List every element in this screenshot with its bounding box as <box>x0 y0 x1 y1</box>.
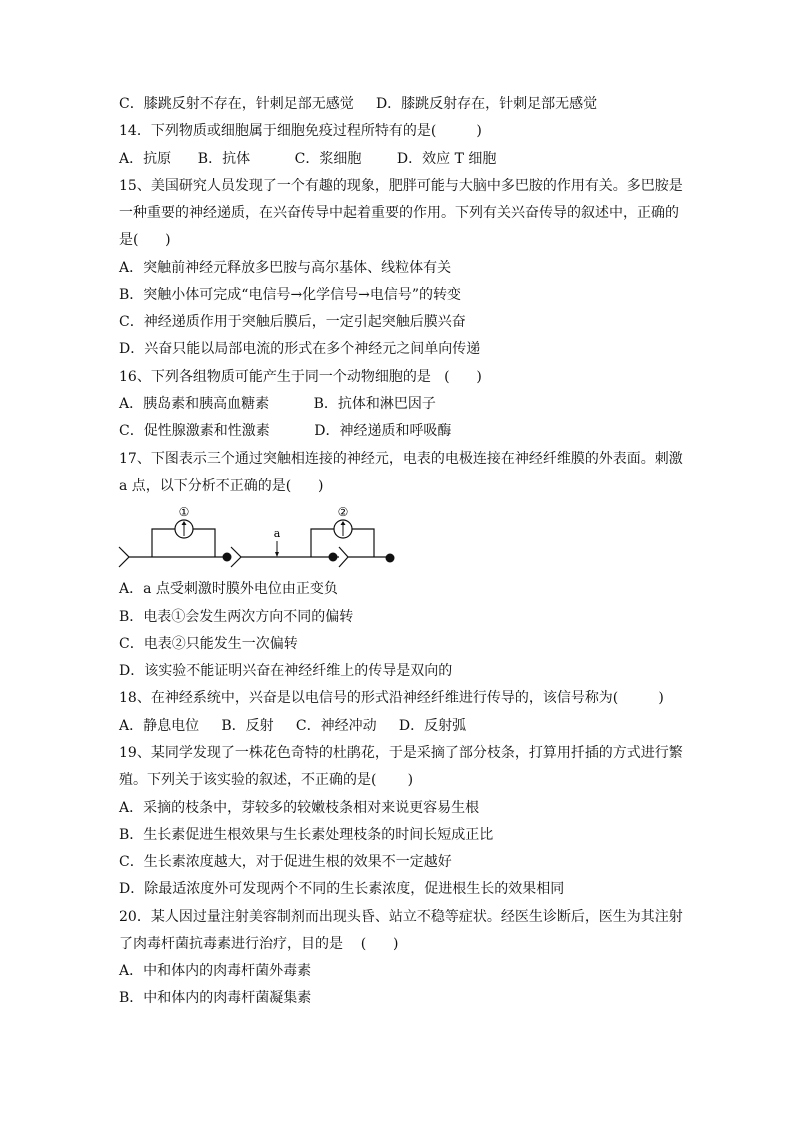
axon-terminal-dot-left <box>223 553 232 562</box>
question-17-line2: a 点，以下分析不正确的是( ) <box>119 478 324 494</box>
neuron-synapse-diagram <box>115 503 415 577</box>
q14-options: A．抗原 B．抗体 C．浆细胞 D．效应 T 细胞 <box>119 151 497 167</box>
q18-options: A．静息电位 B．反射 C．神经冲动 D．反射弧 <box>119 718 467 734</box>
question-15-line2: 一种重要的神经递质，在兴奋传导中起着重要的作用。下列有关兴奋传导的叙述中，正确的 <box>119 205 679 221</box>
axon-terminal-dot-right <box>386 554 395 563</box>
q15-option-b: B．突触小体可完成“电信号→化学信号→电信号”的转变 <box>119 287 462 303</box>
q17-option-d: D．该实验不能证明兴奋在神经纤维上的传导是双向的 <box>119 663 453 679</box>
q17-option-a: A．a 点受刺激时膜外电位由正变负 <box>119 581 338 597</box>
q20-option-b: B．中和体内的肉毒杆菌凝集素 <box>119 990 312 1006</box>
question-14: 14．下列物质或细胞属于细胞免疫过程所特有的是( ) <box>119 123 482 139</box>
q15-option-c: C．神经递质作用于突触后膜后，一定引起突触后膜兴奋 <box>119 314 466 330</box>
q17-option-c: C．电表②只能发生一次偏转 <box>119 636 298 652</box>
meter1-label: ① <box>178 505 190 519</box>
question-19-line1: 19、某同学发现了一株花色奇特的杜鹃花，于是采摘了部分枝条，打算用扦插的方式进行繁 <box>119 745 683 761</box>
question-19-line2: 殖。下列关于该实验的叙述，不正确的是( ) <box>119 772 414 788</box>
q19-option-c: C．生长素浓度越大，对于促进生根的效果不一定越好 <box>119 854 452 870</box>
meter2-label: ② <box>337 505 349 519</box>
question-18: 18、在神经系统中，兴奋是以电信号的形式沿神经纤维进行传导的，该信号称为( ) <box>119 690 664 706</box>
question-15-line1: 15、美国研究人员发现了一个有趣的现象，肥胖可能与大脑中多巴胺的作用有关。多巴胺是 <box>119 178 683 194</box>
q19-option-a: A．采摘的枝条中，芽较多的较嫩枝条相对来说更容易生根 <box>119 800 480 816</box>
q16-options-cd: C．促性腺激素和性激素 D．神经递质和呼吸酶 <box>119 423 452 439</box>
q19-option-b: B．生长素促进生根效果与生长素处理枝条的时间长短成正比 <box>119 827 494 843</box>
q15-option-a: A．突触前神经元释放多巴胺与高尔基体、线粒体有关 <box>119 260 452 276</box>
q20-option-a: A．中和体内的肉毒杆菌外毒素 <box>119 963 312 979</box>
question-20-line2: 了肉毒杆菌抗毒素进行治疗，目的是 ( ) <box>119 936 399 952</box>
question-17-line1: 17、下图表示三个通过突触相连接的神经元，电表的电极连接在神经纤维膜的外表面。刺激 <box>119 451 683 467</box>
q19-option-d: D．除最适浓度外可发现两个不同的生长素浓度，促进根生长的效果相同 <box>119 881 565 897</box>
q13-options-cd: C．膝跳反射不存在，针刺足部无感觉 D．膝跳反射存在，针刺足部无感觉 <box>119 96 598 112</box>
question-20-line1: 20．某人因过量注射美容制剂而出现头昏、站立不稳等症状。经医生诊断后，医生为其注射 <box>119 909 683 925</box>
electrode-dot-middle <box>329 553 338 562</box>
question-16: 16、下列各组物质可能产生于同一个动物细胞的是 ( ) <box>119 369 482 385</box>
q16-options-ab: A．胰岛素和胰高血糖素 B．抗体和淋巴因子 <box>119 396 436 412</box>
stimulus-point-label: a <box>273 527 281 540</box>
q17-option-b: B．电表①会发生两次方向不同的偏转 <box>119 609 354 625</box>
question-15-line3: 是( ) <box>119 232 171 248</box>
synapse-left-chevron <box>119 547 129 567</box>
q15-option-d: D．兴奋只能以局部电流的形式在多个神经元之间单向传递 <box>119 341 481 357</box>
synapse-middle-left-chevron <box>231 547 241 567</box>
